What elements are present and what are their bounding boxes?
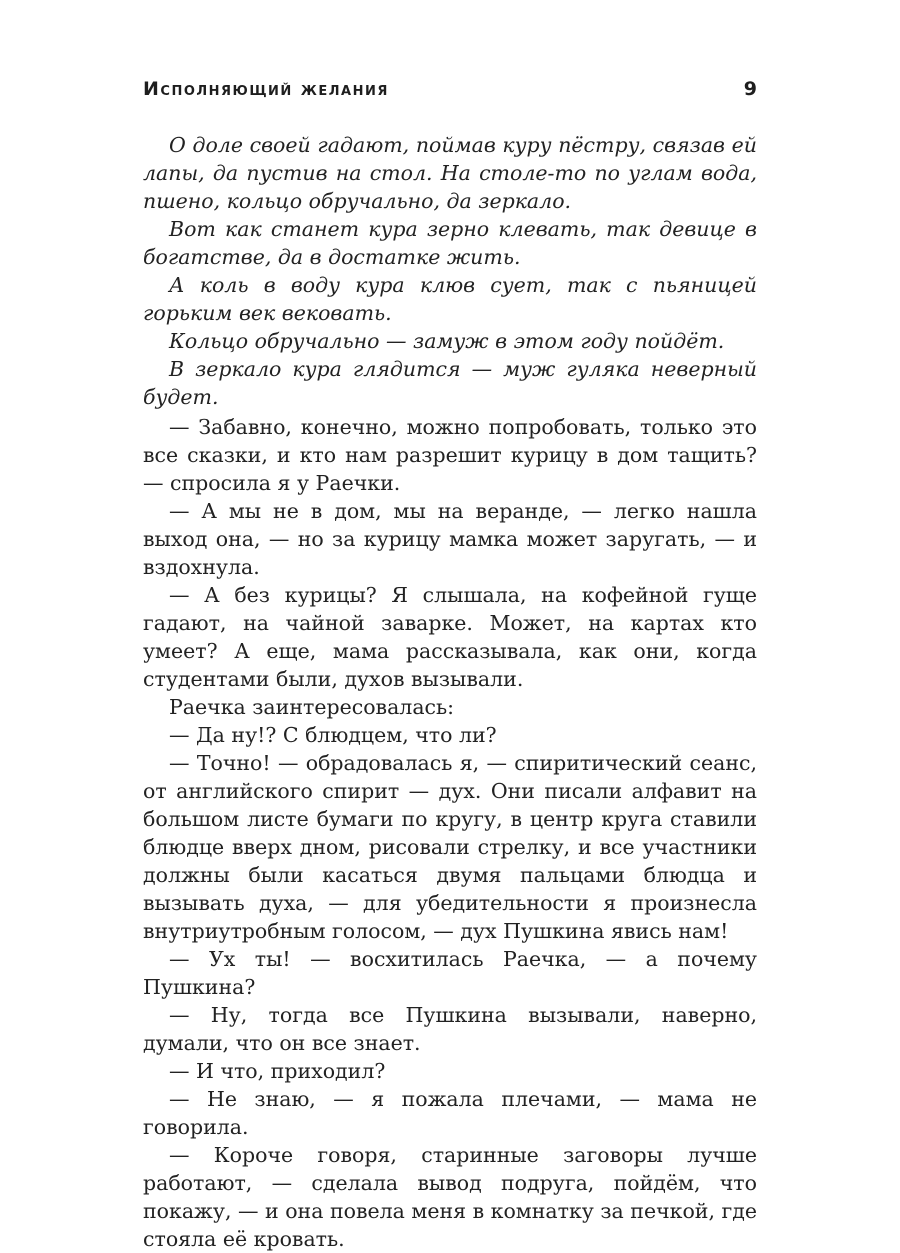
page-number: 9 <box>743 78 757 100</box>
verse-block <box>143 131 757 411</box>
prose-paragraph: — А мы не в дом, мы на веранде, — легко нашла выход она, — но за курицу мамка может заругать, — и вздохнула. <box>143 499 757 579</box>
prose-paragraph: — Ну, тогда все Пушкина вызывали, наверно, думали, что он все знает. <box>143 1003 757 1055</box>
prose-paragraph: Раечка заинтересовалась: <box>169 695 455 719</box>
prose-paragraph: — Да ну!? С блюдцем, что ли? <box>169 723 497 747</box>
prose-paragraph: — И что, приходил? <box>169 1059 386 1083</box>
prose-paragraph: — Короче говоря, старинные заговоры лучше работают, — сделала вывод подруга, пойдём, что покажу, — и она повела меня в комнатку за печкой, где стояла её кровать. <box>143 1143 757 1251</box>
verse-paragraph: Вот как станет кура зерно клевать, так девице в богатстве, да в достатке жить. <box>143 217 757 269</box>
prose-paragraph: — Ух ты! — восхитилась Раечка, — а почему Пушкина? <box>143 947 757 999</box>
prose-paragraph: — Не знаю, — я пожала плечами, — мама не говорила. <box>143 1087 757 1139</box>
verse-paragraph: В зеркало кура глядится — муж гуляка неверный будет. <box>143 357 757 409</box>
prose-paragraph: — Точно! — обрадовалась я, — спиритический сеанс, от английского спирит — дух. Они писали алфавит на большом листе бумаги по кругу, в центр круга ставили блюдце вверх дном, рисовали стрелку, и все участники должны были касаться двумя пальцами блюдца и вызывать духа, — для убедительности я произнесла внутриутробным голосом, — дух Пушкина явись нам! <box>143 751 757 943</box>
prose-paragraph: — А без курицы? Я слышала, на кофейной гуще гадают, на чайной заварке. Может, на картах кто умеет? А еще, мама рассказывала, как они, когда студентами были, духов вызывали. <box>143 583 757 691</box>
verse-paragraph: Кольцо обручально — замуж в этом году пойдёт. <box>169 329 725 353</box>
running-title: Исполняющий желания <box>143 78 389 100</box>
verse-paragraph: А коль в воду кура клюв сует, так с пьяницей горьким век вековать. <box>143 273 757 325</box>
prose-block <box>143 413 757 1253</box>
prose-paragraph: — Забавно, конечно, можно попробовать, только это все сказки, и кто нам разрешит курицу в дом тащить? — спросила я у Раечки. <box>143 415 757 495</box>
verse-paragraph: О доле своей гадают, поймав куру пёстру, связав ей лапы, да пустив на стол. На столе-то по углам вода, пшено, кольцо обручально, да зеркало. <box>143 133 757 213</box>
